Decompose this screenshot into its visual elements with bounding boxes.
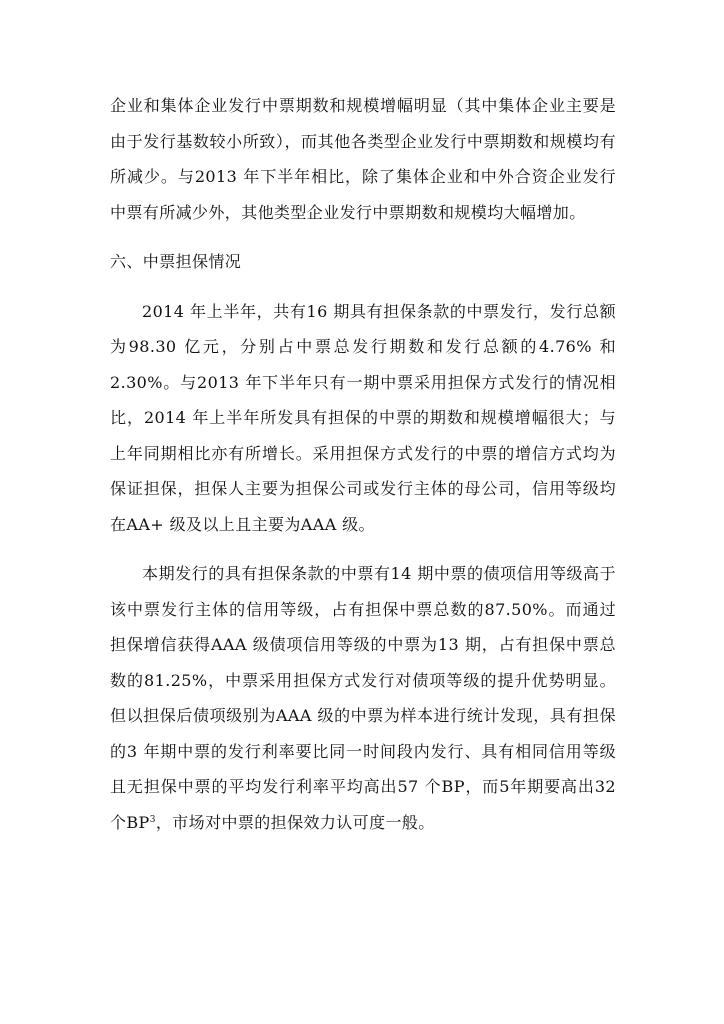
section-heading: 六、中票担保情况 bbox=[110, 252, 242, 271]
paragraph-guarantee-effect-text: 本期发行的具有担保条款的中票有14 期中票的债项信用等级高于该中票发行主体的信用等级，占有担保中票总数的87.50%。而通过担保增信获得AAA 级债项信用等级的中票为13 期，占有担保中票总数的81.25%，中票采用担保方式发行对债项等级的提升优势明显。但以担保后债项级别为AAA 级的中票为样本进行统计发现，具有担保的3 年期中票的发行利率要比同一时间段内发行、具有相同信用等级且无担保中票的平均发行利率平均高出57 个BP，而5年期要高出32 个BP bbox=[110, 564, 616, 832]
footnote-reference[interactable]: 3 bbox=[149, 814, 156, 825]
paragraph-guarantee-overview: 2014 年上半年，共有16 期具有担保条款的中票发行，发行总额为98.30 亿元，分别占中票总发行期数和发行总额的4.76% 和2.30%。与2013 年下半年只有一期中票采用担保方式发行的情况相比，2014 年上半年所发具有担保的中票的期数和规模增幅很大；与上年同期相比亦有所增长。采用担保方式发行的中票的增信方式均为保证担保，担保人主要为担保公司或发行主体的母公司，信用等级均在AA+ 级及以上且主要为AAA 级。 bbox=[110, 301, 616, 534]
document-page bbox=[110, 88, 616, 840]
paragraph-intro: 企业和集体企业发行中票期数和规模增幅明显（其中集体企业主要是由于发行基数较小所致），而其他各类型企业发行中票期数和规模均有所减少。与2013 年下半年相比，除了集体企业和中外合资企业发行中票有所减少外，其他类型企业发行中票期数和规模均大幅增加。 bbox=[110, 96, 616, 222]
paragraph-guarantee-effect-tail: ，市场对中票的担保效力认可度一般。 bbox=[155, 812, 435, 832]
paragraph-guarantee-effect bbox=[110, 556, 616, 840]
